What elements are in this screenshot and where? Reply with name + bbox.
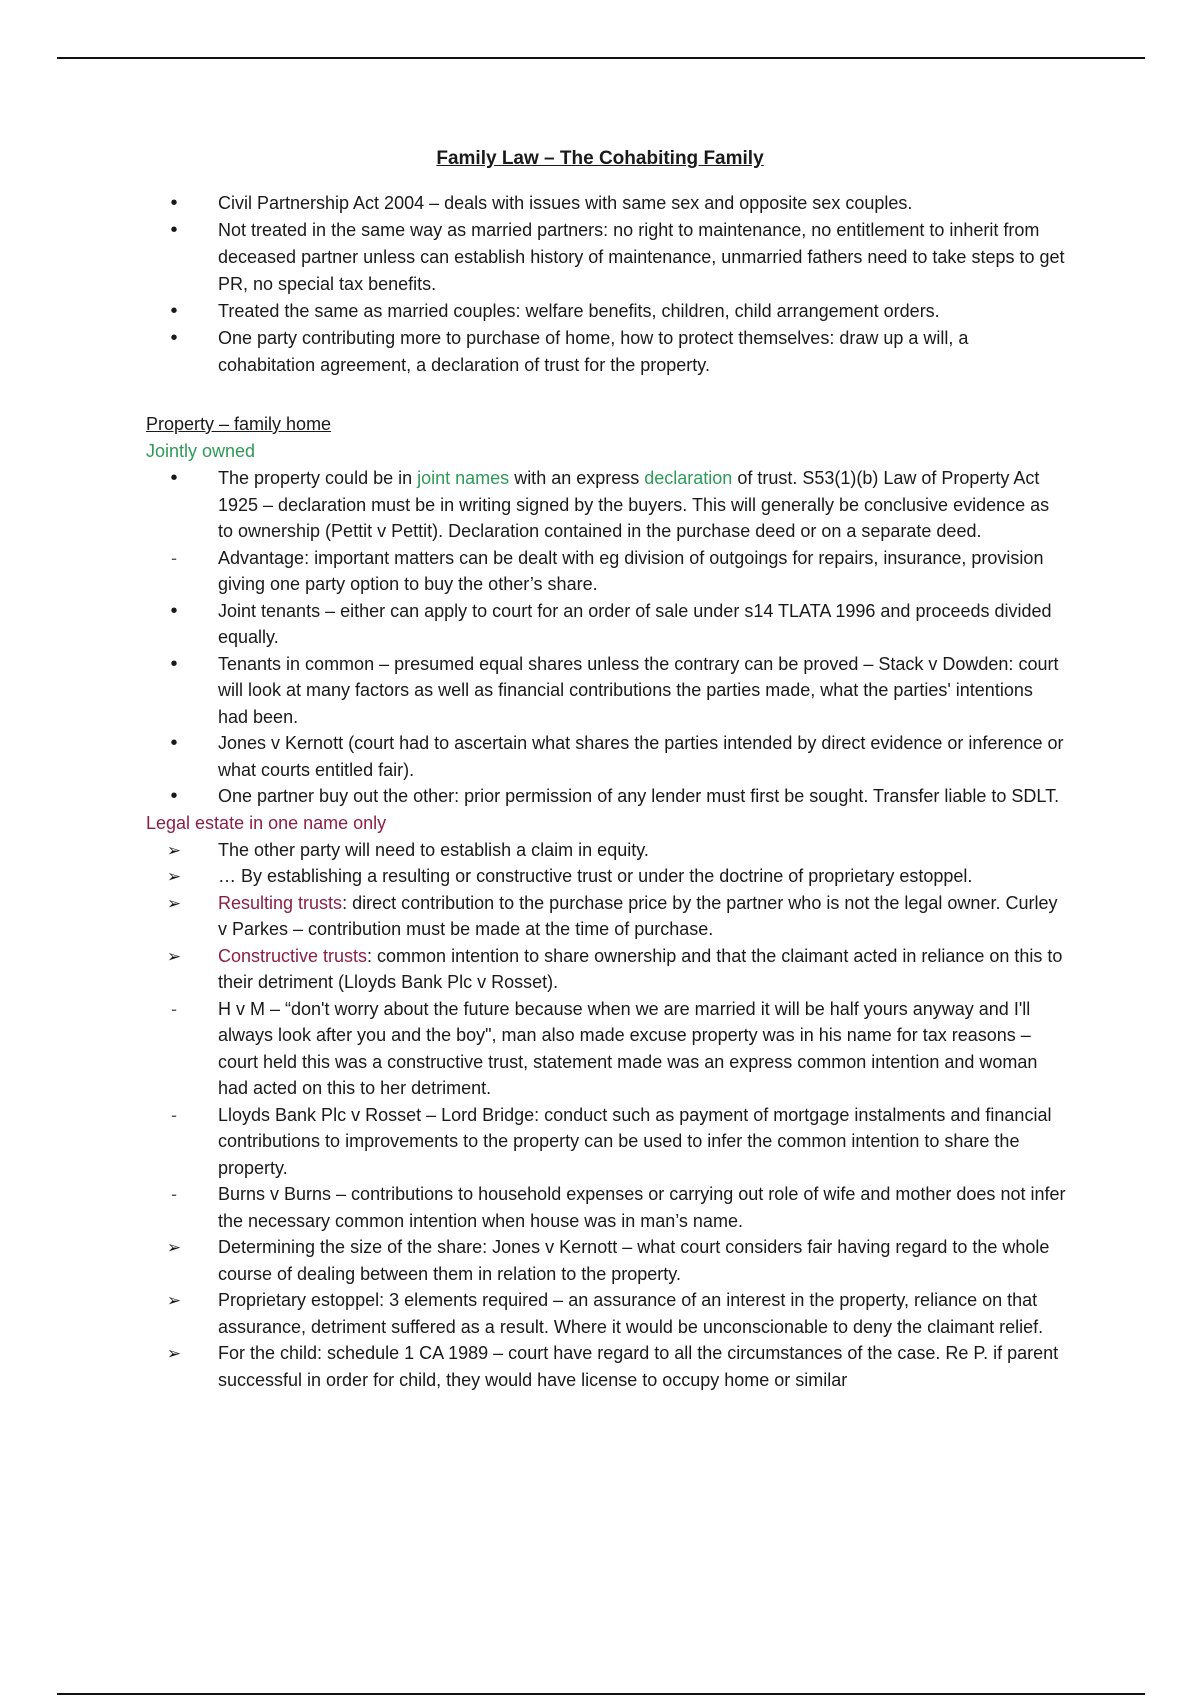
- list-item-text: The property could be in joint names with an express declaration of trust. S53(1)(b) Law of Property Act 1925 – declaration must be in writing signed by the buyers. This will generally be conclusive evidence as to ownership (Pettit v Pettit). Declaration contained in the purchase deed or on a separate deed.: [218, 468, 1050, 541]
- bullet-marker: [146, 783, 202, 810]
- subheading-one-name: Legal estate in one name only: [146, 812, 387, 833]
- bullet-marker: [146, 465, 202, 492]
- arrow-marker: [146, 837, 202, 865]
- list-item-text: Burns v Burns – contributions to household expenses or carrying out role of wife and mother does not infer the necessary common intention when house was in man’s name.: [218, 1184, 1066, 1231]
- arrow-marker: [146, 1234, 202, 1262]
- dash-marker: [146, 1181, 202, 1208]
- label-constructive-trusts: Constructive trusts: [218, 945, 368, 966]
- list-item: [146, 863, 1066, 890]
- list-item: [146, 465, 1066, 545]
- list-item-text: For the child: schedule 1 CA 1989 – court have regard to all the circumstances of the case. Re P. if parent successful in order for child, they would have license to occupy home or similar: [218, 1343, 1059, 1390]
- list-item: [146, 298, 1066, 325]
- list-item-text: Jones v Kernott (court had to ascertain what shares the parties intended by direct evidence or inference or what courts entitled fair).: [218, 733, 1064, 780]
- list-item: [146, 1340, 1066, 1393]
- list-item-text: … By establishing a resulting or constructive trust or under the doctrine of proprietary estoppel.: [218, 866, 973, 886]
- bullet-marker: [146, 217, 202, 244]
- dash-marker: [146, 1102, 202, 1129]
- list-item-text: The other party will need to establish a claim in equity.: [218, 839, 649, 860]
- list-item-text: H v M – “don't worry about the future because when we are married it will be half yours anyway and I'll always look after you and the boy", man also made excuse property was in his name for tax reasons – court held this was a constructive trust, statement made was an express common intention and woman had acted on this to her detriment.: [218, 998, 1038, 1098]
- intro-section: [146, 190, 1066, 379]
- list-item: [146, 598, 1066, 651]
- bullet-marker: [146, 298, 202, 325]
- list-item-text: Lloyds Bank Plc v Rosset – Lord Bridge: conduct such as payment of mortgage instalments and financial contributions to improvements to the property can be used to infer the common intention to share the property.: [218, 1104, 1052, 1178]
- list-item-text: Resulting trusts: direct contribution to the purchase price by the partner who is not the legal owner. Curley v Parkes – contribution must be made at the time of purchase.: [218, 892, 1058, 939]
- list-item: [146, 1234, 1066, 1287]
- list-item: [146, 1287, 1066, 1340]
- bullet-marker: [146, 325, 202, 352]
- highlight-joint-names: joint names: [417, 468, 510, 488]
- list-item: [146, 996, 1066, 1102]
- list-item: [146, 1181, 1066, 1234]
- top-rule: [57, 57, 1145, 59]
- dash-marker: [146, 996, 202, 1023]
- dash-marker: [146, 545, 202, 572]
- list-item: [146, 730, 1066, 783]
- list-item-text: One partner buy out the other: prior permission of any lender must first be sought. Transfer liable to SDLT.: [218, 786, 1060, 806]
- list-item: [146, 837, 1066, 864]
- intro-list: [146, 190, 1066, 379]
- list-item-text: Joint tenants – either can apply to court for an order of sale under s14 TLATA 1996 and proceeds divided equally.: [218, 600, 1052, 647]
- list-item-text: Not treated in the same way as married partners: no right to maintenance, no entitlement to inherit from deceased partner unless can establish history of maintenance, unmarried fathers need to take steps to get PR, no special tax benefits.: [218, 220, 1065, 294]
- highlight-declaration: declaration: [644, 468, 733, 488]
- label-resulting-trusts: Resulting trusts: [218, 892, 343, 913]
- list-item: [146, 325, 1066, 379]
- list-item-text: Civil Partnership Act 2004 – deals with issues with same sex and opposite sex couples.: [218, 193, 913, 213]
- list-item-text: One party contributing more to purchase of home, how to protect themselves: draw up a will, a cohabitation agreement, a declaration of trust for the property.: [218, 328, 969, 375]
- subheading-jointly-owned: Jointly owned: [146, 441, 256, 461]
- bottom-rule: [57, 1693, 1145, 1695]
- list-item: [146, 783, 1066, 810]
- page-title: Family Law – The Cohabiting Family: [436, 148, 764, 169]
- list-item-text: Constructive trusts: common intention to share ownership and that the claimant acted in reliance on this to their detriment (Lloyds Bank Plc v Rosset).: [218, 945, 1063, 992]
- jointly-owned-list: [146, 465, 1066, 810]
- section-heading: Property – family home: [146, 414, 332, 434]
- list-item-text: Determining the size of the share: Jones v Kernott – what court considers fair having regard to the whole course of dealing between them in relation to the property.: [218, 1237, 1050, 1284]
- list-item-text: Treated the same as married couples: welfare benefits, children, child arrangement orders.: [218, 301, 940, 321]
- list-item-text: Proprietary estoppel: 3 elements required – an assurance of an interest in the property, reliance on that assurance, detriment suffered as a result. Where it would be unconscionable to deny the claimant relief.: [218, 1290, 1044, 1337]
- arrow-marker: [146, 1340, 202, 1368]
- arrow-marker: [146, 943, 202, 971]
- list-item: [146, 190, 1066, 217]
- bullet-marker: [146, 651, 202, 678]
- list-item-text: Tenants in common – presumed equal shares unless the contrary can be proved – Stack v Dowden: court will look at many factors as well as financial contributions the parties made, what the parties' intentions had been.: [218, 653, 1059, 727]
- list-item-text: Advantage: important matters can be dealt with eg division of outgoings for repairs, insurance, provision giving one party option to buy the other’s share.: [218, 547, 1044, 594]
- list-item: [146, 890, 1066, 943]
- list-item: [146, 217, 1066, 298]
- list-item: [146, 1102, 1066, 1182]
- one-name-list: [146, 837, 1066, 1394]
- list-item: [146, 943, 1066, 996]
- list-item: [146, 651, 1066, 731]
- arrow-marker: [146, 863, 202, 891]
- property-section: [146, 411, 1066, 1393]
- arrow-marker: [146, 890, 202, 918]
- bullet-marker: [146, 598, 202, 625]
- bullet-marker: [146, 730, 202, 757]
- arrow-marker: [146, 1287, 202, 1315]
- bullet-marker: [146, 190, 202, 217]
- list-item: [146, 545, 1066, 598]
